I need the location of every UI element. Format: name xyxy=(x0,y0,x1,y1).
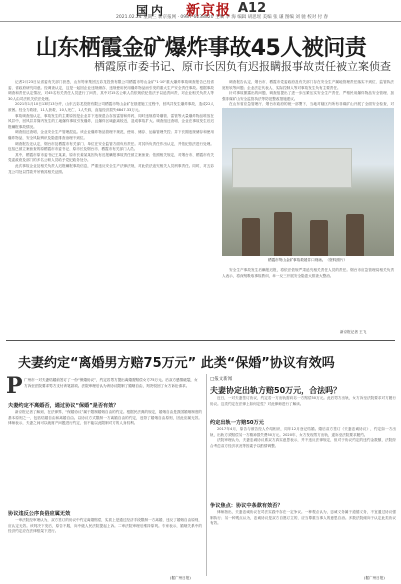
story1-column-left xyxy=(8,80,214,338)
photo-figure xyxy=(310,220,328,256)
paragraph: 此次事故企业及相关负责人迟报瞒报事故信息，严重违反安全生产法律法规，对此依法追究相关人员刑事责任。同时，对五彩龙公司处以罚款并吊销其相关证照。 xyxy=(8,163,214,174)
story2-lead: 广州市一对夫妻结婚前签订了一份“保婚协议”，约定若男方提出离婚需赔偿女方75万元。后双方感情破裂，女方诉至法院要求男方支付该笔款项。法院审理后认为该协议限制了婚姻自由，判决驳回了女方诉讼请求。 xyxy=(24,378,198,388)
story3-continued: (据广州日报) xyxy=(364,576,385,580)
paragraph: 调查组还查明，企业安全生产管理混乱。该企业爆炸物品管理不规范，使用、储存、运输管理失控；井下长期违规储存和使用爆炸物品，安全风险辨识及隐患排查治理不到位。 xyxy=(8,130,214,140)
story1-column-right-top xyxy=(222,80,394,106)
paragraph: 近日，一对夫妻签订协议，约定若一方出轨需向另一方赔偿50万元。此后男方出轨，女方诉至法院要求对方履行协议。这类约定在法律上如何定性？对此律师进行了解读。 xyxy=(210,396,396,406)
main-headline: 山东栖霞金矿爆炸事故45人被问责 xyxy=(35,36,367,61)
section-title: 国内 xyxy=(136,4,167,18)
story2-subheading-2: 协议违反公序良俗应属无效 xyxy=(8,511,71,517)
story3-body-3 xyxy=(210,510,396,572)
paragraph: 调查报告还认定，烟台市及栖霞市有关部门、单位在安全监管方面负有责任。对其所负责任作出认定，并依纪依法进行处理。包括已被立案侦查的原栖霞市市委书记、原市长及烟台市、栖霞市有关部门人员。 xyxy=(8,141,214,152)
paragraph: 2021年1月10日13时13分许，山东五彩龙投资有限公司栖霞市笏山金矿在基建施工过程中，回风井发生爆炸事故，造成22人被困。经全力救援，11人获救，10人死亡，1人失踪，直接经济损失6847.33万元。 xyxy=(8,102,214,112)
story2-body-1 xyxy=(8,410,202,506)
story3-subheading-2: 争议焦点：协议中条款有效否？ xyxy=(210,503,283,509)
page-number: A12 xyxy=(238,1,267,16)
photo-figure xyxy=(346,214,364,256)
paragraph: 事故调查组认定，事故发生的主要原因是企业井下违规混合存放雷管和炸药，同时违规将导爆管、雷管等大量爆炸物品堆放在风井中，回风井井筒内发生的工地爆炸事故引发爆炸，且爆炸区域距离较近，造成事故扩大。调查组还查明，企业在事故发生后迟报瞒报事故情况。 xyxy=(8,113,214,129)
story2-headline: 夫妻约定“离婚男方赔75万元” 此类“保婚”协议有效吗 xyxy=(18,356,335,371)
paragraph: 其中，栖霞市原市委书记王某某、原市长姜某某因负有迟报瞒报事故责任被立案侦查；依照相关规定，对烟台市、栖霞市有关党委政府及部门的多名公职人员给予党纪政务处分。 xyxy=(8,152,214,163)
paragraph: 在山东省应急管理厅、烟台市政府的统一部署下，当地对辖区内所有非煤矿山开展了全面安全检查，对 xyxy=(229,102,394,107)
paragraph: 记者2月23日从省委有关部门获悉，山东笏家集团五彩龙投资有限公司栖霞市笏山金矿"1·10"重大爆炸事故调查报告已经省委、省政府研究同意。经调查认定，这是一起因企业违规储存、违规使用民用爆炸物品而引发的重大生产安全责任事故。根据事故调查和责任认定情况，对45名有关责任人员进行了问责，其中对15名公职人员依规依纪依法予以追责问责，对企业相关负责人等30人由司法机关依法处理。 xyxy=(8,80,214,101)
photo-building xyxy=(232,148,352,188)
photo-caption: 栖霞市笏山金矿事故救援井口现场。（资料照片） xyxy=(268,258,348,262)
story2-body-2 xyxy=(8,518,202,572)
photo-figure xyxy=(242,218,260,256)
story2-continued: (据广州日报) xyxy=(170,576,191,580)
photo-credit: 新京报记者 王飞 xyxy=(340,330,367,334)
story1-column-right-bottom xyxy=(222,268,394,326)
story3-headline: 夫妻协定出轨方赔50万元，合法吗？ xyxy=(210,386,342,395)
paragraph: 调查报告认定，烟台市、栖霞市党委政府及有关部门存在安全生产属地管理责任落实不到位、监管执法宽松软等问题；企业法定代表人、实际控制人等对事故发生负有主要责任。 xyxy=(222,80,394,90)
story3-body-2 xyxy=(210,427,396,499)
paragraph: 新京报记者了解到，在法律界，“保婚协议”属于限制婚姻自由的约定。根据民法典的规定，婚姻自由是我国婚姻制度的基本原则之一，包括结婚自由和离婚自由。以协议方式限制一方离婚自由的约定，违背了婚姻自由原则，因此应属无效。律师表示，夫妻之间可以就财产问题进行约定，但不能以此限制对方的人身权利。 xyxy=(8,410,203,426)
photo-figure xyxy=(274,212,292,256)
paragraph: 2017年4月，原告与被告经人介绍相识，同年12月登记结婚。婚后双方签订《夫妻忠诚协议》，约定如一方出轨，出轨方须赔偿另一方精神损失费50万元。2020年，女方发现男方出轨，遂诉至法院要求履约。 xyxy=(210,427,396,437)
paragraph: 法院审理认为，夫妻忠诚协议系双方真实意思表示，并不违反法律规定，但对于协议约定的违约金数额，法院综合考虑双方经济状况等因素予以酌情调整。 xyxy=(210,438,396,448)
paragraph: 针对事故暴露出的问题，调查组提出了进一步压紧压实安全生产责任、严格民用爆炸物品安全管理、加强非煤矿山安全监管执法等防范整改措施建议。 xyxy=(222,91,394,101)
paragraph: 律师指出，夫妻忠诚协议在司法实践中存在一定争议。一种观点认为，忠诚义务属于道德义务，不宜通过协议强制执行；另一种观点认为，忠诚协议是双方自愿订立的，应当尊重当事人的意思自治。多数法院倾向于认定此类协议有效。 xyxy=(210,510,396,526)
paragraph: 一审法院经审理认为，双方签订的协议中约定离婚赔偿，实质上是通过经济手段限制一方离婚，违反了婚姻自由原则，应认定无效。该判决下发后，原告不服，向中级人民法院提起上诉。二审法院审理后维持原判。专家表示，婚姻关系中的经济约定应在法律框架下进行。 xyxy=(8,518,202,534)
main-subheadline: 栖霞原市委书记、原市长因负有迟报瞒报事故责任被立案侦查 xyxy=(94,60,391,73)
story3-tag: □报文新闻 xyxy=(210,377,233,382)
column-rule xyxy=(206,374,207,576)
section-divider xyxy=(6,340,395,341)
story3-subheading-1: 约定出轨一方赔50万元 xyxy=(210,420,264,426)
drop-cap: P xyxy=(6,373,23,399)
news-photo xyxy=(222,108,394,256)
issue-meta: 2021.02.24 星期三 新京报网 · 0987-6238820 主编 李 海 编辑 胡思瑶 美编 张 谦 图编 刘 驰 校对 付 春 xyxy=(116,15,329,20)
story3-body-1 xyxy=(210,396,396,416)
newspaper-logo: 新京报 xyxy=(186,3,231,19)
paragraph: 安全生产事故发生后瞒报迟报，将依法依规严肃追究相关责任人员的责任。烟台市应急管理局相关负责人表示，将深刻吸取事故教训，举一反三开展安全隐患大排查大整治。 xyxy=(222,268,394,278)
story2-subheading-1: 夫妻约定不离婚否，通过协议“保婚”是否有效？ xyxy=(8,403,119,409)
